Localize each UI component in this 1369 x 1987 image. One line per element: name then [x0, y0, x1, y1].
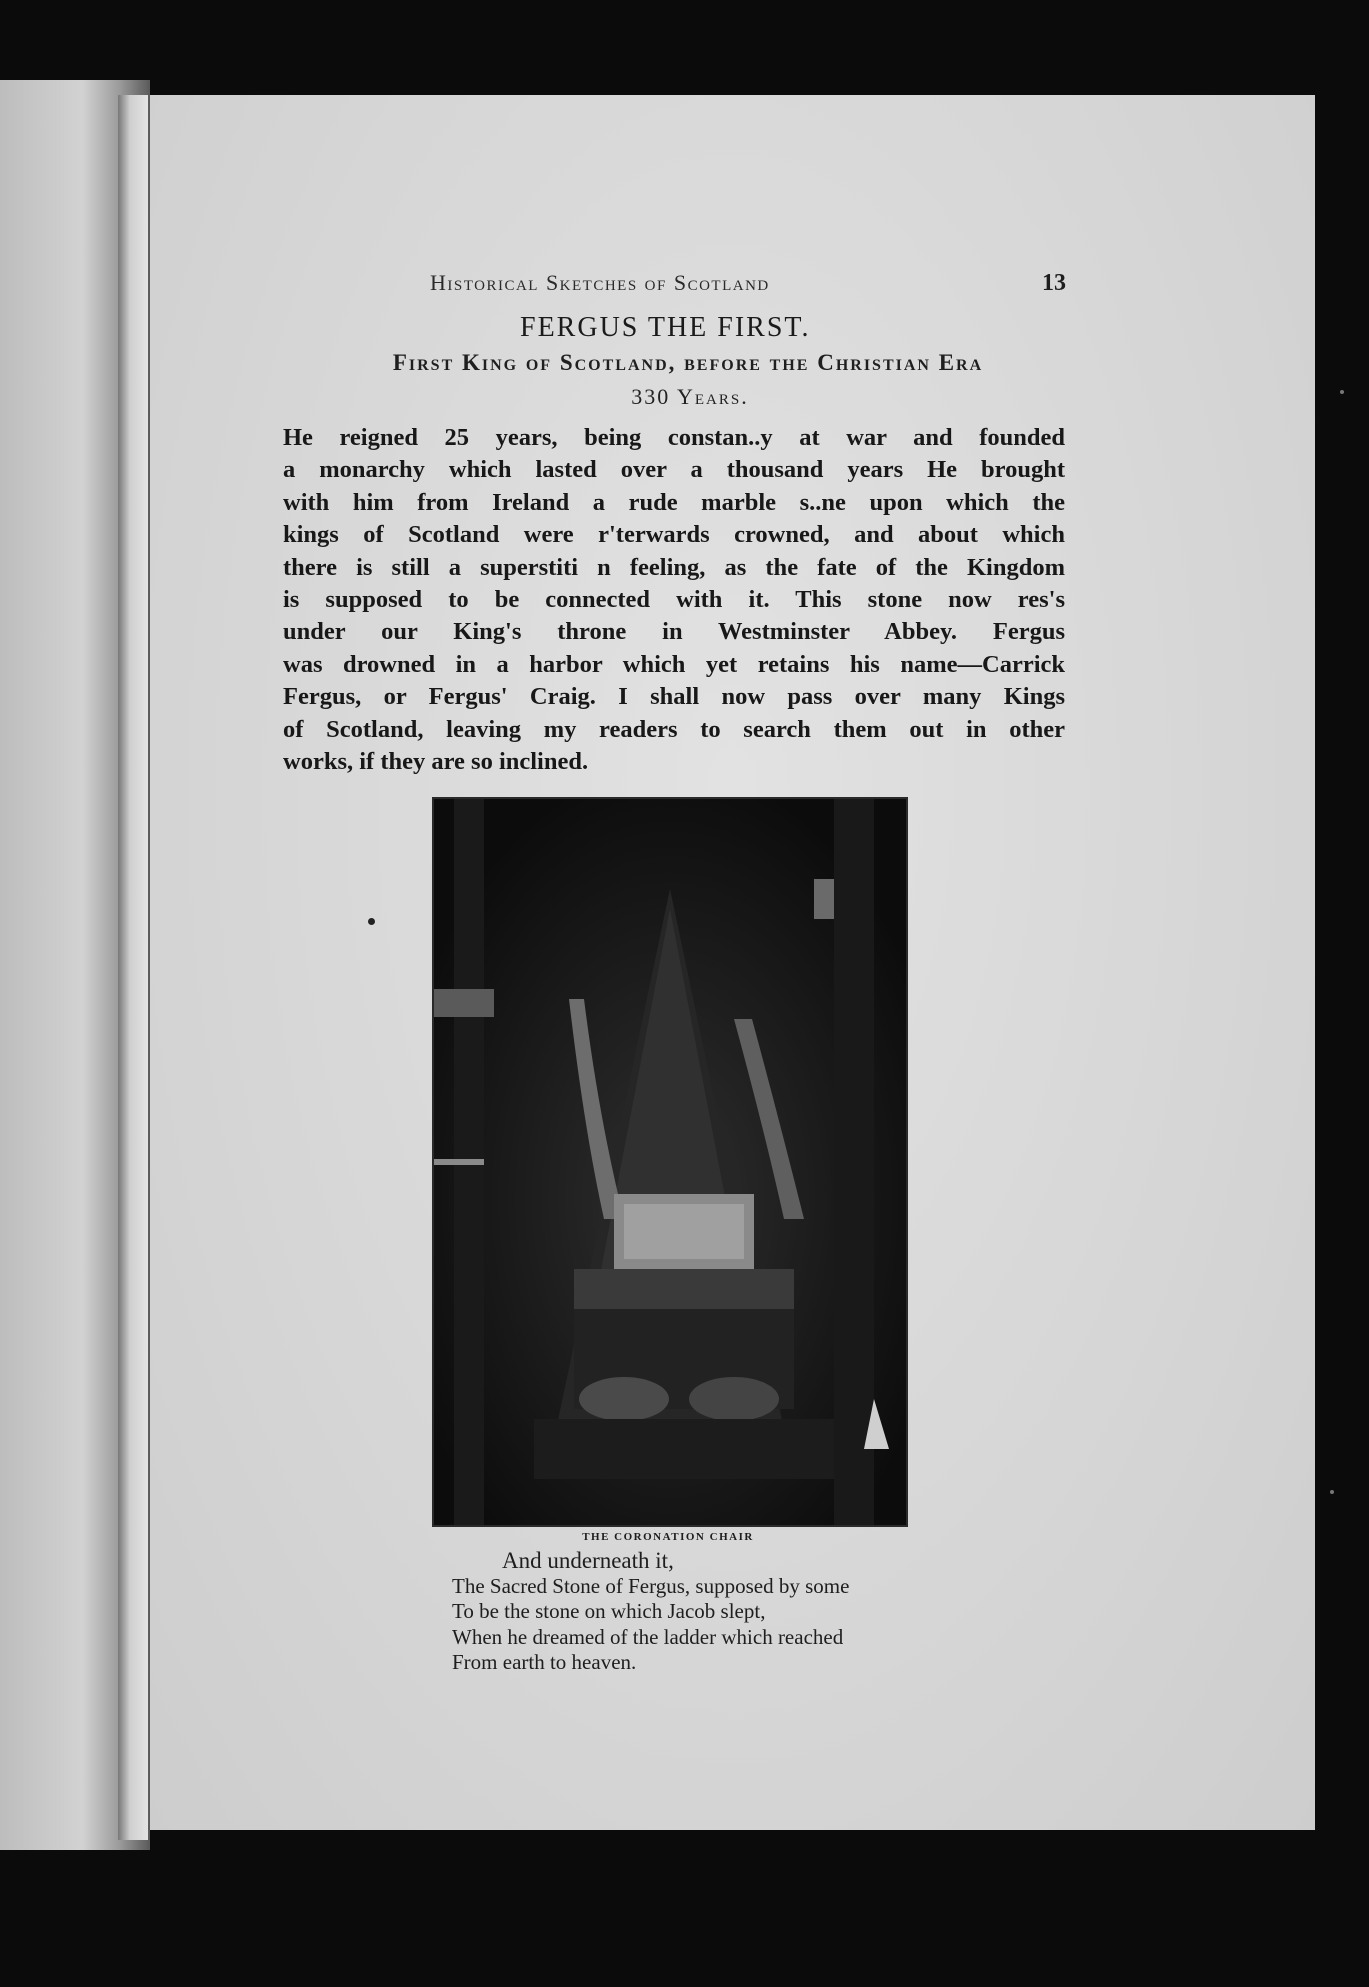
book-gutter: [118, 95, 148, 1840]
body-line: a monarchy which lasted over a thousand years He brought: [283, 456, 1065, 484]
body-line: is supposed to be connected with it. This stone now res's: [283, 586, 1065, 614]
dust-speck: [1340, 390, 1344, 394]
body-line: Fergus, or Fergus' Craig. I shall now pass over many Kings: [283, 683, 1065, 711]
ink-speck: [368, 918, 375, 925]
verse-line: When he dreamed of the ladder which reached: [452, 1624, 844, 1649]
body-line: under our King's throne in Westminster Abbey. Fergus: [283, 618, 1065, 646]
body-line: of Scotland, leaving my readers to search them out in other: [283, 715, 1065, 743]
body-line: He reigned 25 years, being constan..y at war and founded: [283, 424, 1065, 451]
body-line: kings of Scotland were r'terwards crowned, and about which: [283, 521, 1065, 549]
coronation-chair-illustration: [434, 799, 906, 1525]
running-head: Historical Sketches of Scotland: [430, 270, 770, 295]
page-number: 13: [1042, 270, 1066, 296]
verse-line: And underneath it,: [502, 1548, 674, 1573]
figure-caption: THE CORONATION CHAIR: [582, 1531, 754, 1543]
chapter-subtitle: First King of Scotland, before the Christian Era: [392, 350, 984, 375]
coronation-chair-photo: [432, 797, 908, 1527]
chapter-subtitle-years: 330 Years.: [631, 384, 749, 409]
verse: [452, 1548, 1012, 1676]
verse-line: From earth to heaven.: [452, 1650, 637, 1674]
verse-line: The Sacred Stone of Fergus, supposed by some: [452, 1573, 850, 1598]
dust-speck: [1330, 1490, 1334, 1494]
body-line: with him from Ireland a rude marble s..ne upon which the: [283, 488, 1065, 516]
body-line: works, if they are so inclined.: [283, 748, 589, 776]
body-paragraph: [283, 422, 1065, 778]
body-line: there is still a superstiti n feeling, as the fate of the Kingdom: [283, 553, 1065, 581]
chapter-title: FERGUS THE FIRST.: [520, 312, 811, 343]
verse-line: To be the stone on which Jacob slept,: [452, 1599, 766, 1623]
body-line: was drowned in a harbor which yet retains his name—Carrick: [283, 650, 1065, 678]
